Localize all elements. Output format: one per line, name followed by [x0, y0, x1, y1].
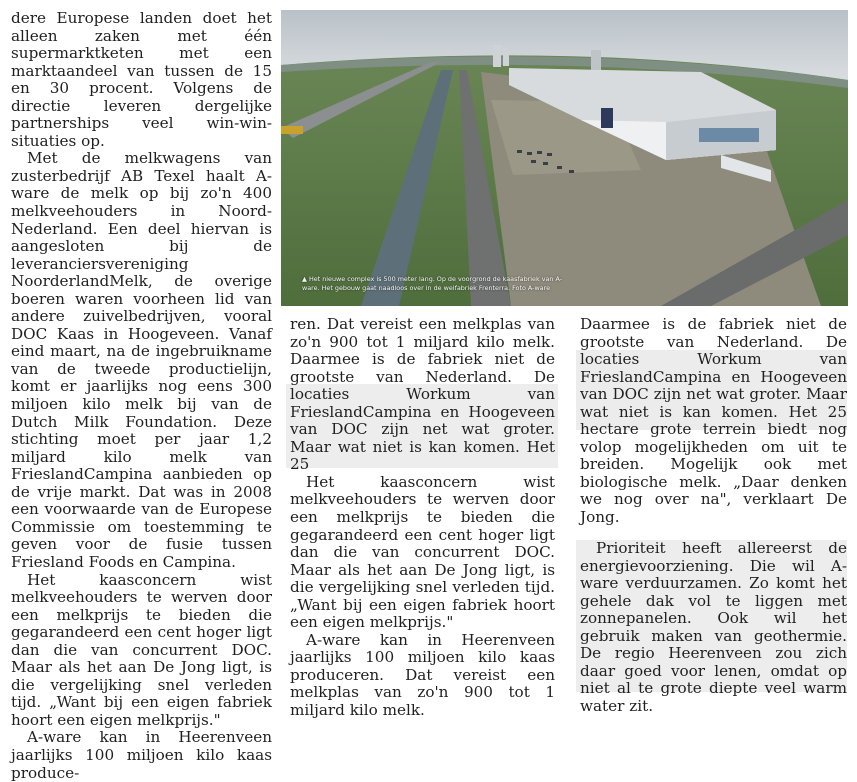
paragraph: A-ware kan in Heerenveen jaarlijks 100 miljoen kilo kaas produce-	[11, 728, 272, 782]
article-column-1	[11, 10, 272, 782]
paragraph: dere Europese landen doet het alleen zaken met één supermarktketen met een marktaandeel van tussen de 15 en 30 procent. Volgens de directie leveren dergelijke partnerships veel win-win-situaties op.	[11, 9, 272, 150]
paragraph: Prioriteit heeft allereerst de energievoorziening. Die wil A-ware verduurzamen. Zo komt het gehele dak vol te liggen met zonnepanelen. Ook wil het gebruik maken van geothermie. De regio Heerenveen zou zich daar goed voor lenen, omdat op niet al te grote diepte veel warm water zit.	[580, 539, 847, 715]
paragraph: Het kaasconcern wist melkveehouders te werven door een melkprijs te bieden die gegarandeerd een cent hoger ligt dan die van concurrent DOC. Maar als het aan De Jong ligt, is die vergelijking snel verleden tijd. „Want bij een eigen fabriek hoort een eigen melkprijs."	[11, 570, 272, 729]
factory-aerial-photo	[281, 10, 848, 306]
paragraph: Het kaasconcern wist melkveehouders te werven door een melkprijs te bieden die gegarandeerd een cent hoger ligt dan die van concurrent DOC. Maar als het aan De Jong ligt, is die vergelijking snel verleden tijd. „Want bij een eigen fabriek hoort een eigen melkprijs."	[290, 472, 555, 632]
article-column-3	[580, 316, 847, 527]
article-column-2	[290, 316, 555, 720]
article-column-3-continued	[580, 540, 847, 715]
paragraph: Daarmee is de fabriek niet de grootste van Nederland. De locaties Workum van FrieslandCampina en Hoogeveen van DOC zijn net wat groter. Maar wat niet is kan komen. Het 25 hectare grote terrein biedt nog volop mogelijkheden om uit te breiden. Mogelijk ook met biologische melk. „Daar denken we nog over na", verklaart De Jong.	[580, 315, 847, 527]
paragraph: Met de melkwagens van zusterbedrijf AB Texel haalt A-ware de melk op bij zo'n 400 melkveehouders in Noord-Nederland. Een deel hiervan is aangesloten bij de leveranciersvereniging NoorderlandMelk, de overige boeren waren voorheen lid van andere zuivelbedrijven, vooral DOC Kaas in Hoogeveen. Vanaf eind maart, na de ingebruikname van de tweede productielijn, komt er jaarlijks nog eens 300 miljoen kilo melk bij van de Dutch Milk Foundation. Deze stichting moet per jaar 1,2 miljard kilo melk van FrieslandCampina aanbieden op de vrije markt. Dat was in 2008 een voorwaarde van de Europese Commissie om toestemming te geven voor de fusie tussen Friesland Foods en Campina.	[11, 149, 272, 571]
photo-caption: ▲ Het nieuwe complex is 500 meter lang. Op de voorgrond de kaasfabriek van A-ware. Het gebouw gaat naadloos over in de weifabriek Frenterra. Foto A-ware	[302, 275, 563, 292]
paragraph: ren. Dat vereist een melkplas van zo'n 900 tot 1 miljard kilo melk. Daarmee is de fabriek niet de grootste van Nederland. De locaties Workum van FrieslandCampina en Hoogeveen van DOC zijn net wat groter. Maar wat niet is kan komen. Het 25	[290, 315, 555, 474]
paragraph: A-ware kan in Heerenveen jaarlijks 100 miljoen kilo kaas produceren. Dat vereist een melkplas van zo'n 900 tot 1 miljard kilo melk.	[290, 630, 555, 720]
